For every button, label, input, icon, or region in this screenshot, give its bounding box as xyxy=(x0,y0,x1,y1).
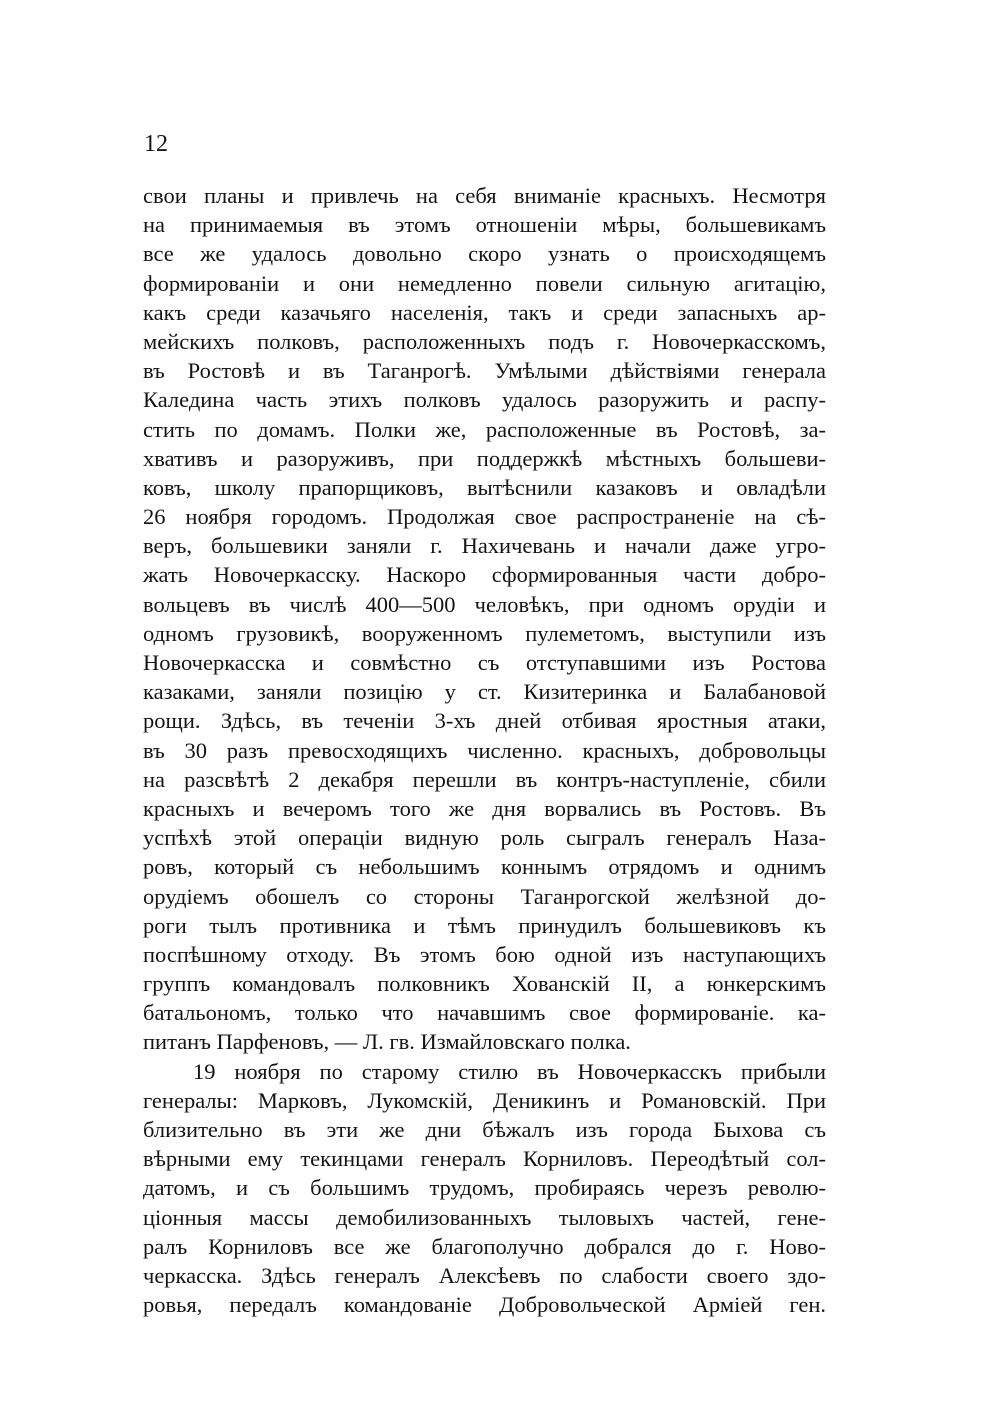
text-line: ровья, передалъ командованіе Добровольческой Арміей ген. xyxy=(143,1292,826,1318)
text-line: все же удалось довольно скоро узнать о происходящемъ xyxy=(143,241,826,267)
text-line: хвативъ и разоруживъ, при поддержкѣ мѣстныхъ большеви- xyxy=(143,445,826,471)
text-line: вѣрными ему текинцами генералъ Корниловъ. Переодѣтый сол- xyxy=(143,1146,826,1172)
text-line: одномъ грузовикѣ, вооруженномъ пулеметомъ, выступили изъ xyxy=(143,620,826,646)
text-line: ровъ, который съ небольшимъ коннымъ отрядомъ и однимъ xyxy=(143,854,826,880)
text-line: близительно въ эти же дни бѣжалъ изъ города Быхова съ xyxy=(143,1117,826,1142)
text-line: на принимаемыя въ этомъ отношеніи мѣры, большевикамъ xyxy=(143,212,826,238)
text-line: 26 ноября городомъ. Продолжая свое распространеніе на сѣ- xyxy=(143,504,826,530)
text-line: мейскихъ полковъ, расположенныхъ подъ г. Новочеркасскомъ, xyxy=(143,328,826,354)
text-line: датомъ, и съ большимъ трудомъ, пробираясь черезъ револю- xyxy=(143,1175,826,1201)
text-line: Каледина часть этихъ полковъ удалось разоружить и распу- xyxy=(143,387,826,413)
page-number: 12 xyxy=(144,131,168,157)
text-line: группъ командовалъ полковникъ Хованскій II, а юнкерскимъ xyxy=(143,971,826,997)
text-line: Новочеркасска и совмѣстно съ отступавшими изъ Ростова xyxy=(143,650,826,675)
text-line: въ 30 разъ превосходящихъ численно. красныхъ, добровольцы xyxy=(143,737,826,763)
text-line: питанъ Парфеновъ, — Л. гв. Измайловскаго полка. xyxy=(143,1029,631,1055)
text-line: стить по домамъ. Полки же, расположенные въ Ростовѣ, за- xyxy=(143,416,826,442)
text-line: черкасска. Здѣсь генералъ Алексѣевъ по слабости своего здо- xyxy=(143,1262,826,1288)
text-line: свои планы и привлечь на себя вниманіе красныхъ. Несмотря xyxy=(143,183,826,208)
text-line: казаками, заняли позицію у ст. Кизитеринка и Балабановой xyxy=(143,679,826,705)
text-line: въ Ростовѣ и въ Таганрогѣ. Умѣлыми дѣйствіями генерала xyxy=(143,358,826,384)
text-line: формированіи и они немедленно повели сильную агитацію, xyxy=(143,270,826,296)
text-line: веръ, большевики заняли г. Нахичевань и начали даже угро- xyxy=(143,533,826,559)
text-line: роги тылъ противника и тѣмъ принудилъ большевиковъ къ xyxy=(143,912,826,938)
body-text xyxy=(143,181,826,1319)
text-line: 19 ноября по старому стилю въ Новочеркасскъ прибыли xyxy=(193,1058,826,1084)
text-line: генералы: Марковъ, Лукомскій, Деникинъ и Романовскій. При xyxy=(143,1087,826,1113)
text-line: батальономъ, только что начавшимъ свое формированіе. ка- xyxy=(143,1000,826,1026)
text-line: какъ среди казачьяго населенія, такъ и среди запасныхъ ар- xyxy=(143,299,826,325)
text-line: на разсвѣтѣ 2 декабря перешли въ контръ-наступленіе, сбили xyxy=(143,766,826,792)
text-line: вольцевъ въ числѣ 400—500 человѣкъ, при одномъ орудіи и xyxy=(143,591,826,617)
text-line: жать Новочеркасску. Наскоро сформированныя части добро- xyxy=(143,562,826,588)
text-line: рощи. Здѣсь, въ теченіи 3-хъ дней отбивая яростныя атаки, xyxy=(143,708,826,734)
text-line: красныхъ и вечеромъ того же дня ворвались въ Ростовъ. Въ xyxy=(143,795,826,821)
text-line: ковъ, школу прапорщиковъ, вытѣснили казаковъ и овладѣли xyxy=(143,474,826,500)
text-line: успѣхѣ этой операціи видную роль сыгралъ генералъ Наза- xyxy=(143,825,826,851)
text-line: ціонныя массы демобилизованныхъ тыловыхъ частей, гене- xyxy=(143,1204,826,1230)
text-line: ралъ Корниловъ все же благополучно добрался до г. Ново- xyxy=(143,1233,826,1259)
text-line: поспѣшному отходу. Въ этомъ бою одной изъ наступающихъ xyxy=(143,941,826,967)
text-line: орудіемъ обошелъ со стороны Таганрогской желѣзной до- xyxy=(143,883,826,909)
